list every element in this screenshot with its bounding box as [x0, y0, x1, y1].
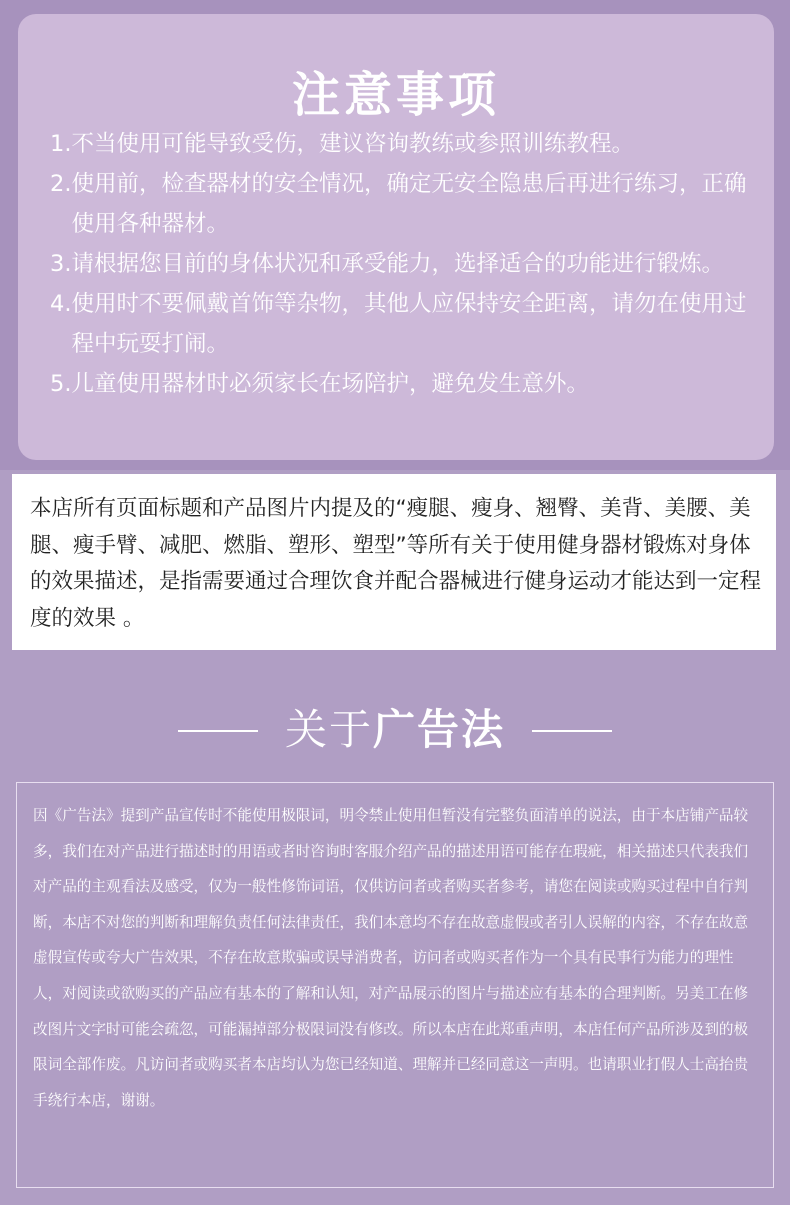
notice-item-text: 儿童使用器材时必须家长在场陪护，避免发生意外。 — [71, 371, 589, 397]
notice-item-text: 不当使用可能导致受伤，建议咨询教练或参照训练教程。 — [71, 131, 634, 157]
divider-line-right — [532, 730, 612, 732]
adlaw-title-bold: 广告法 — [373, 705, 506, 754]
notice-item-text: 使用时不要佩戴首饰等杂物，其他人应保持安全距离，请勿在使用过程中玩耍打闹。 — [71, 291, 747, 357]
notice-item — [50, 284, 750, 364]
disclaimer-box — [12, 474, 776, 650]
adlaw-statement-text: 因《广告法》提到产品宣传时不能使用极限词，明令禁止使用但暂没有完整负面清单的说法，由于本店铺产品较多，我们在对产品进行描述时的用语或者时咨询时客服介绍产品的描述用语可能存在瑕疵，相关描述只代表我们对产品的主观看法及感受，仅为一般性修饰词语，仅供访问者或者购买者参考，请您在阅读或购买过程中自行判断，本店不对您的判断和理解负责任何法律责任，我们本意均不存在故意虚假或者引人误解的内容，不存在故意虚假宣传或夸大广告效果，不存在故意欺骗或误导消费者，访问者或购买者作为一个具有民事行为能力的理性人，对阅读或欲购买的产品应有基本的了解和认知，对产品展示的图片与描述应有基本的合理判断。另美工在修改图片文字时可能会疏忽，可能漏掉部分极限词没有修改。所以本店在此郑重声明，本店任何产品所涉及到的极限词全部作废。凡访问者或购买者本店均认为您已经知道、理解并已经同意这一声明。也请职业打假人士高抬贵手绕行本店，谢谢。 — [33, 807, 749, 1109]
notice-item — [50, 124, 750, 164]
notice-title: 注意事项 — [291, 67, 500, 123]
notice-item-text: 请根据您目前的身体状况和承受能力，选择适合的功能进行锻炼。 — [71, 251, 724, 277]
notice-item-text: 使用前，检查器材的安全情况，确定无安全隐患后再进行练习，正确使用各种器材。 — [71, 171, 747, 237]
adlaw-statement-box — [16, 782, 774, 1188]
notice-item — [50, 164, 750, 244]
adlaw-title-prefix: 关于 — [284, 705, 373, 754]
notice-item-number: 2. — [50, 171, 72, 197]
notice-item-number: 3. — [50, 251, 72, 277]
notice-item — [50, 364, 750, 404]
notice-item-number: 4. — [50, 291, 72, 317]
notice-item-number: 5. — [50, 371, 72, 397]
adlaw-header — [0, 700, 790, 760]
notice-item — [50, 244, 750, 284]
notice-list — [50, 124, 750, 404]
notice-item-number: 1. — [50, 131, 72, 157]
adlaw-title — [270, 700, 520, 760]
divider-line-left — [178, 730, 258, 732]
notice-card — [18, 14, 774, 460]
disclaimer-text: 本店所有页面标题和产品图片内提及的“瘦腿、瘦身、翘臀、美背、美腰、美腿、瘦手臂、减肥、燃脂、塑形、塑型”等所有关于使用健身器材锻炼对身体的效果描述，是指需要通过合理饮食并配合器械进行健身运动才能达到一定程度的效果 。 — [30, 496, 762, 631]
